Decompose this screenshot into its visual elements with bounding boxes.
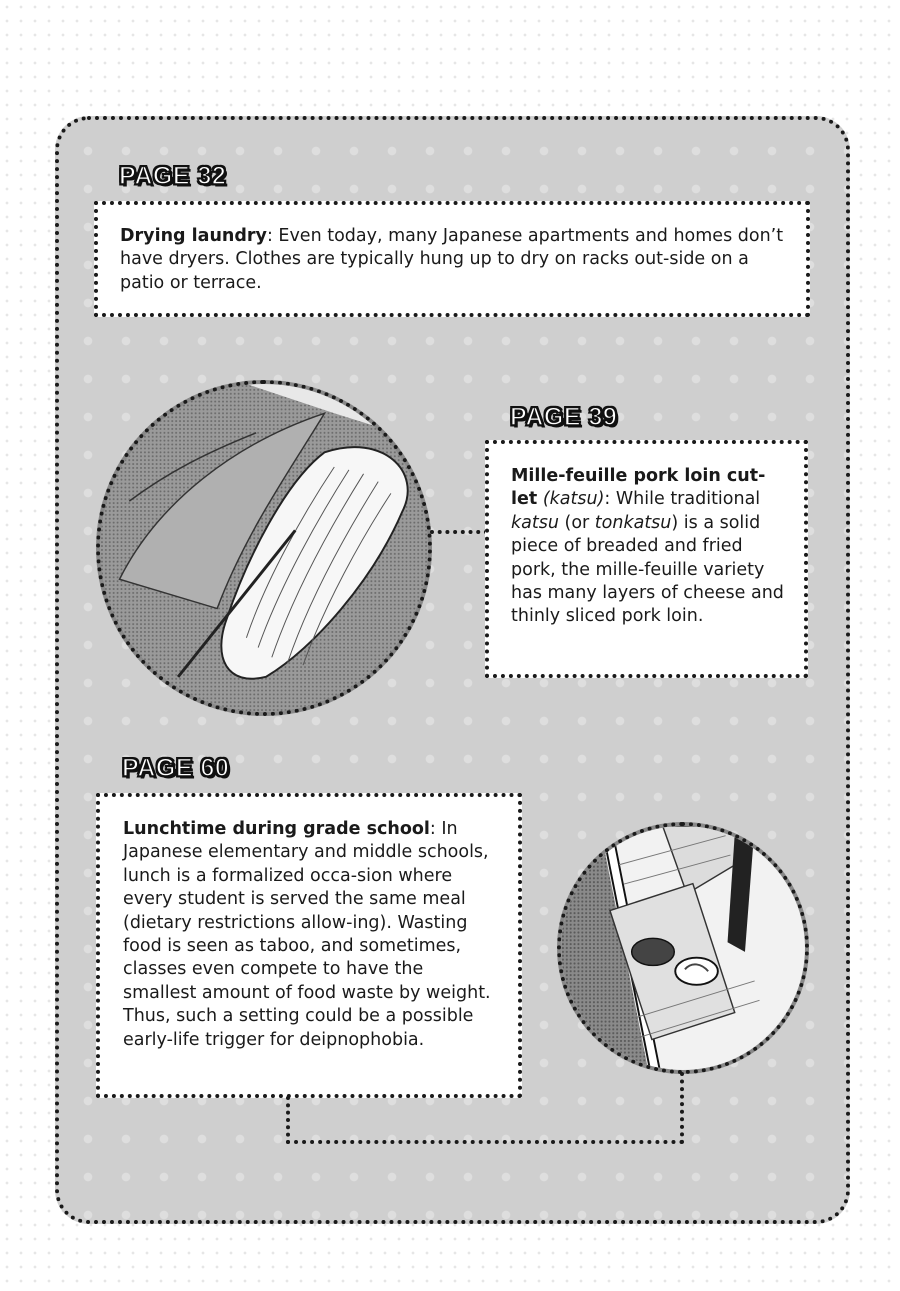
term-drying-laundry: Drying laundry [120,226,267,246]
term-lunchtime: Lunchtime during grade school [123,819,430,839]
note-text-page-60: : In Japanese elementary and middle schools, lunch is a formalized occa-sion where every student is served the same meal (dietary restrictions allow-ing). Wasting food is seen as taboo, and sometimes, classes even compete to have the smallest amount of food waste by weight. Thus, such a setting could be a possible early-life trigger for deipnophobia. [123,819,491,1050]
note-text-page-32: : Even today, many Japanese apartments and homes don’t have dryers. Clothes are typically hung up to dry on racks out-side on a patio or terrace. [120,226,784,293]
note-box-page-39: Mille-feuille pork loin cut-let (katsu): While traditional katsu (or tonkatsu) is a solid piece of breaded and fried pork, the mille-feuille variety has many layers of cheese and thinly sliced pork loin. [485,440,808,678]
illustration-katsu [96,380,432,716]
note-box-page-32 [94,201,810,317]
katsu-drawing [100,384,428,712]
school-lunch-drawing [561,826,805,1070]
illustration-school-lunch [557,822,809,1074]
heading-page-39: PAGE 39 [510,403,618,431]
heading-page-60: PAGE 60 [122,754,230,782]
connector-page-39 [430,530,488,534]
connector-page-60-right [680,1072,684,1144]
connector-page-60-bottom [286,1140,684,1144]
connector-page-60-left [286,1096,290,1144]
note-box-page-60 [96,793,522,1098]
term-mille-feuille: Mille-feuille pork loin cut-let [511,466,766,510]
heading-page-32: PAGE 32 [119,162,227,190]
